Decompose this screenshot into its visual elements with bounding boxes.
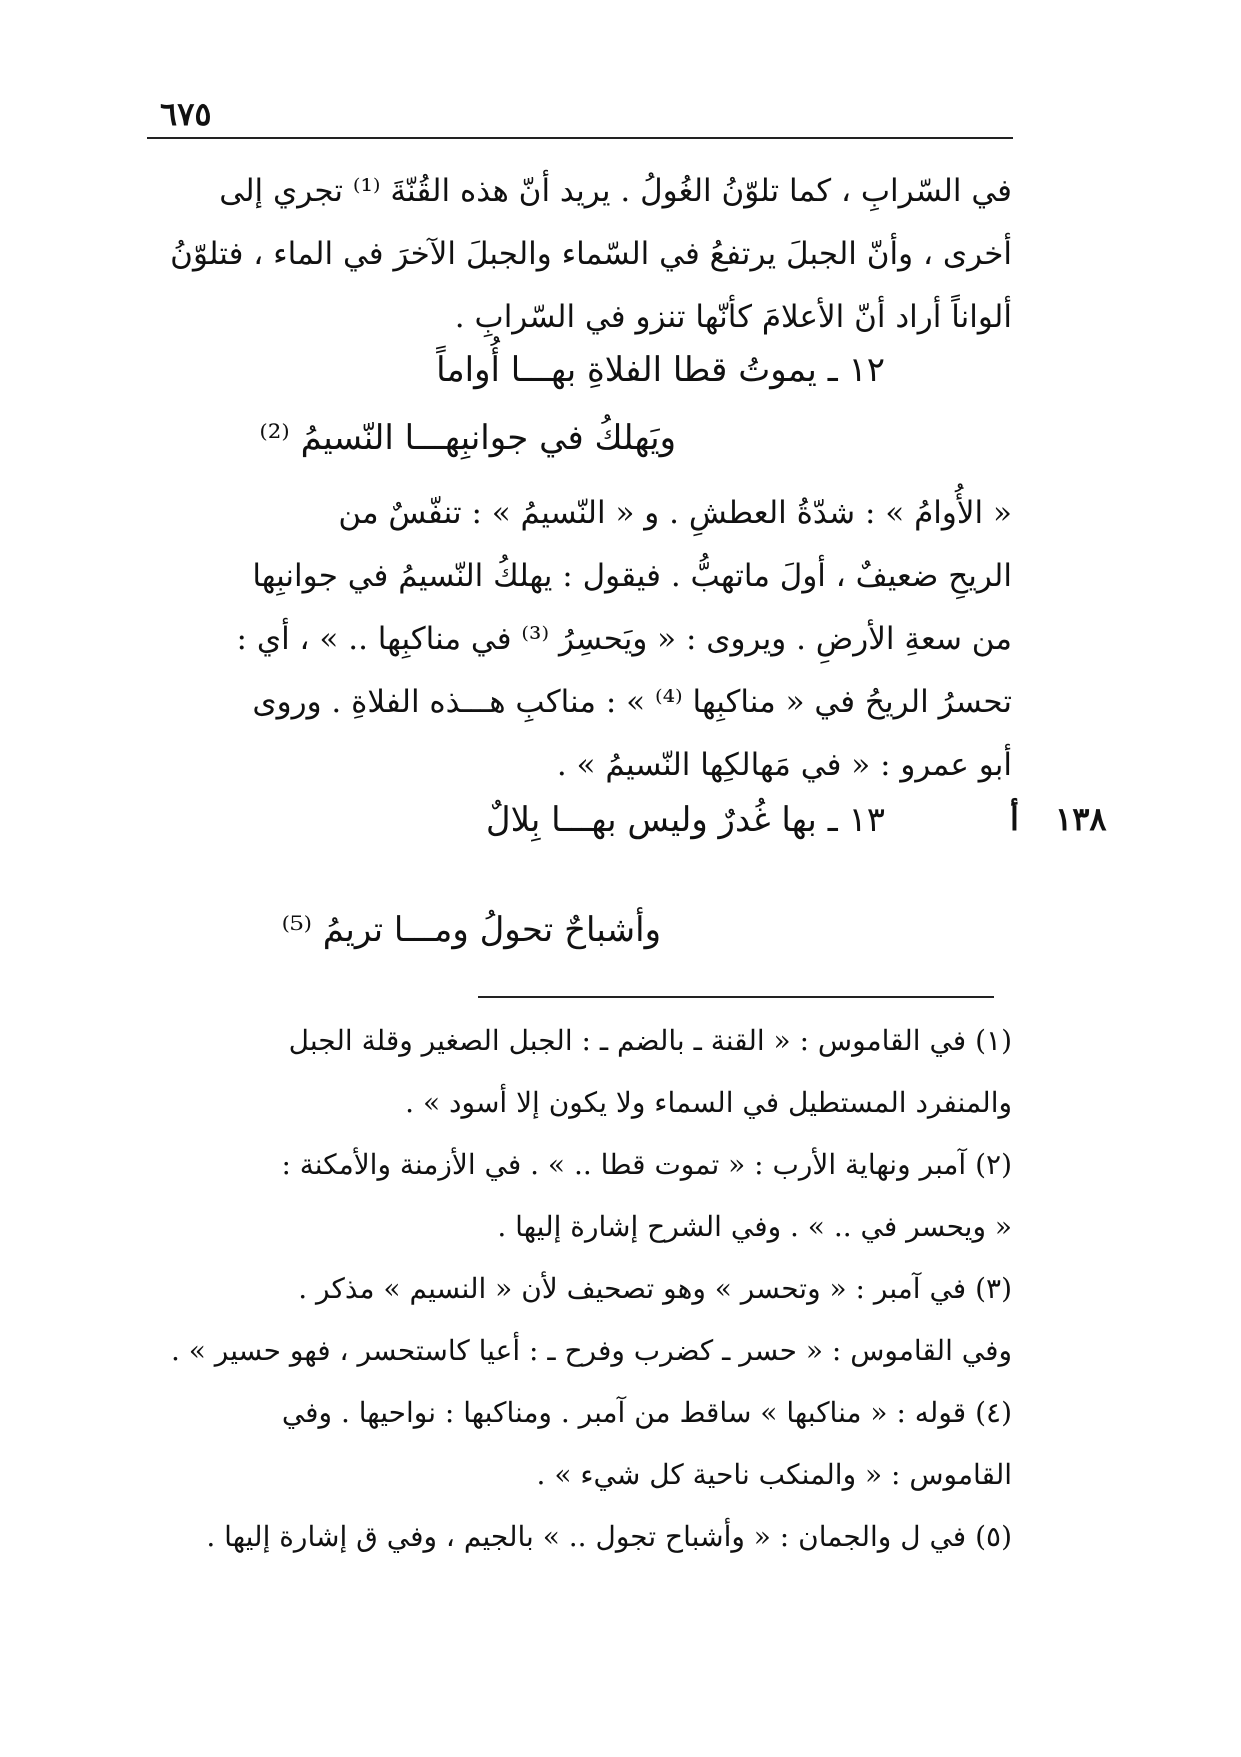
- commentary-top: [150, 160, 1012, 349]
- footnote-line: وفي القاموس : « حسر ـ كضرب وفرح ـ : أعيا كاستحسر ، فهو حسير » .: [170, 1334, 1012, 1367]
- footnote-line: (٢) آمبر ونهاية الأرب : « تموت قطا .. » . في الأزمنة والأمكنة :: [281, 1148, 1012, 1181]
- text-line: ألواناً أراد أنّ الأعلامَ كأنّها تنزو في السّرابِ .: [454, 299, 1012, 335]
- verse-13-line2: وأشباحٌ تحولُ ومـــا تريمُ ⁽⁵⁾: [281, 910, 661, 950]
- verse-13-line1: ١٣ ـ بها غُدرٌ وليس بهـــا بِلالٌ: [485, 800, 885, 840]
- commentary-12: [150, 482, 1012, 797]
- verse-12-line1: ١٢ ـ يموتُ قطا الفلاةِ بهـــا أُواماً: [436, 350, 885, 390]
- page-number: ٦٧٥: [160, 95, 212, 133]
- text-line: من سعةِ الأرضِ . ويروى : « ويَحسِرُ ⁽³⁾ في مناكبِها .. » ، أي :: [236, 621, 1012, 657]
- footnote-line: (٤) قوله : « مناكبها » ساقط من آمبر . ومناكبها : نواحيها . وفي: [281, 1396, 1012, 1429]
- text-line: تحسرُ الريحُ في « مناكبِها ⁽⁴⁾ » : مناكبِ هـــذه الفلاةِ . وروى: [252, 684, 1012, 720]
- footnote-line: (٥) في ل والجمان : « وأشباح تجول .. » بالجيم ، وفي ق إشارة إليها .: [206, 1520, 1012, 1553]
- text-line: « الأُوامُ » : شدّةُ العطشِ . و « النّسيمُ » : تنفّسٌ من: [338, 495, 1012, 531]
- footnote-line: « ويحسر في .. » . وفي الشرح إشارة إليها .: [497, 1210, 1012, 1243]
- margin-letter: أ: [1010, 800, 1019, 838]
- footnote-line: القاموس : « والمنكب ناحية كل شيء » .: [536, 1458, 1012, 1491]
- footnotes: [150, 1010, 1012, 1568]
- text-line: في السّرابِ ، كما تلوّنُ الغُولُ . يريد أنّ هذه القُنّةَ ⁽¹⁾ تجري إلى: [219, 173, 1012, 209]
- text-line: أخرى ، وأنّ الجبلَ يرتفعُ في السّماء والجبلَ الآخرَ في الماء ، فتلوّنُ: [170, 236, 1012, 272]
- footnote-line: (٣) في آمبر : « وتحسر » وهو تصحيف لأن « النسيم » مذكر .: [298, 1272, 1012, 1305]
- text-line: أبو عمرو : « في مَهالكِها النّسيمُ » .: [556, 747, 1012, 783]
- verse-12-line2: ويَهلكُ في جوانبِهـــا النّسيمُ ⁽²⁾: [259, 418, 676, 458]
- footnote-line: والمنفرد المستطيل في السماء ولا يكون إلا أسود » .: [405, 1086, 1012, 1119]
- footnote-rule: [478, 996, 994, 998]
- margin-number: ١٣٨: [1055, 800, 1107, 838]
- text-line: الريحِ ضعيفٌ ، أولَ ماتهبُّ . فيقول : يهلكُ النّسيمُ في جوانبِها: [252, 558, 1012, 594]
- header-rule: [147, 137, 1013, 139]
- footnote-line: (١) في القاموس : « القنة ـ بالضم ـ : الجبل الصغير وقلة الجبل: [288, 1024, 1012, 1057]
